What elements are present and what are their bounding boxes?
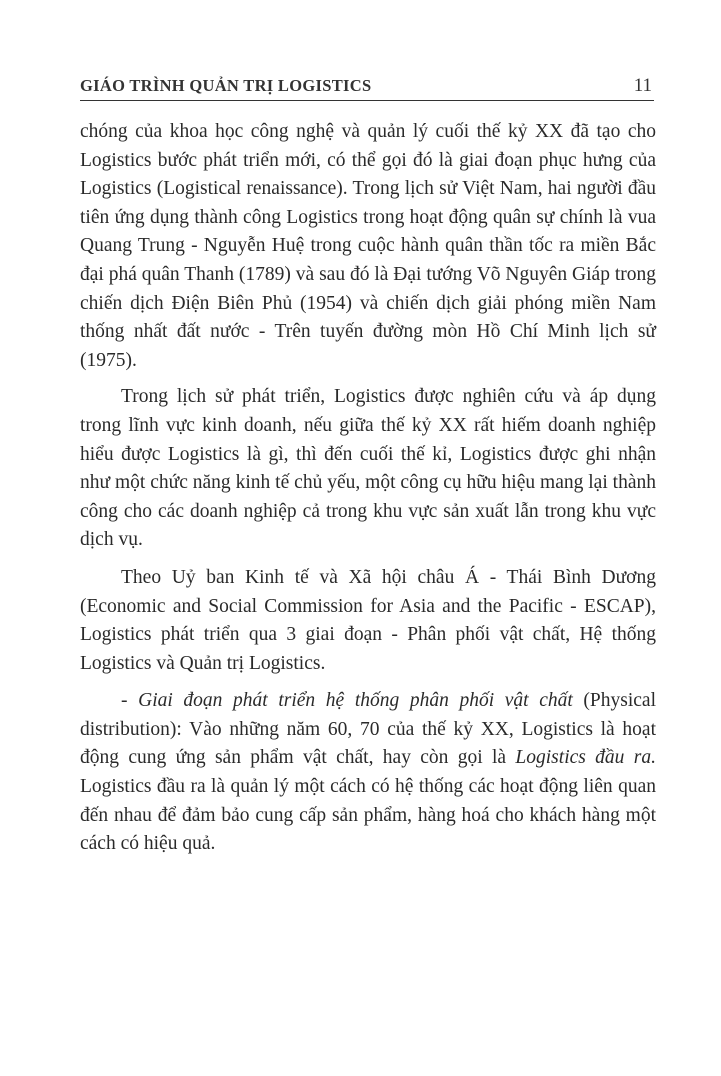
outbound-logistics-term: Logistics đầu ra.	[515, 747, 656, 769]
running-header	[80, 72, 654, 101]
page-number: 11	[633, 75, 652, 96]
body-text	[80, 118, 656, 859]
physical-distribution-text-a: (Physical distribution): Vào những năm 60, 70 của thế kỷ XX, Logistics là hoạt động cung ứng sản phẩm vật chất, hay còn gọi là	[80, 690, 656, 769]
paragraph-history-continued: chóng của khoa học công nghệ và quản lý cuối thế kỷ XX đã tạo cho Logistics bước phát triển mới, có thể gọi đó là giai đoạn phục hưng của Logistics (Logistical renaissance). Trong lịch sử Việt Nam, hai người đầu tiên ứng dụng thành công Logistics trong hoạt động quân sự chính là vua Quang Trung - Nguyễn Huệ trong cuộc hành quân thần tốc ra miền Bắc đại phá quân Thanh (1789) và sau đó là Đại tướng Võ Nguyên Giáp trong chiến dịch Điện Biên Phủ (1954) và chiến dịch giải phóng miền Nam thống nhất đất nước - Trên tuyến đường mòn Hồ Chí Minh lịch sử (1975).	[80, 121, 656, 371]
physical-distribution-heading: - Giai đoạn phát triển hệ thống phân phối vật chất	[121, 690, 573, 712]
paragraph-escap-stages: Theo Uỷ ban Kinh tế và Xã hội châu Á - Thái Bình Dương (Economic and Social Commission for Asia and the Pacific - ESCAP), Logistics phát triển qua 3 giai đoạn - Phân phối vật chất, Hệ thống Logistics và Quản trị Logistics.	[80, 566, 656, 674]
paragraph-business-logistics: Trong lịch sử phát triển, Logistics được nghiên cứu và áp dụng trong lĩnh vực kinh doanh, nếu giữa thế kỷ XX rất hiếm doanh nghiệp hiểu được Logistics là gì, thì đến cuối thế kỉ, Logistics được ghi nhận như một chức năng kinh tế chủ yếu, một công cụ hữu hiệu mang lại thành công cho các doanh nghiệp cả trong khu vực sản xuất lẫn trong khu vực dịch vụ.	[80, 386, 656, 551]
header-title: GIÁO TRÌNH QUẢN TRỊ LOGISTICS	[80, 76, 372, 95]
paragraph-physical-distribution	[80, 687, 656, 859]
physical-distribution-text-b: Logistics đầu ra là quản lý một cách có hệ thống các hoạt động liên quan đến nhau để đảm bảo cung cấp sản phẩm, hàng hoá cho khách hàng một cách có hiệu quả.	[80, 776, 656, 855]
